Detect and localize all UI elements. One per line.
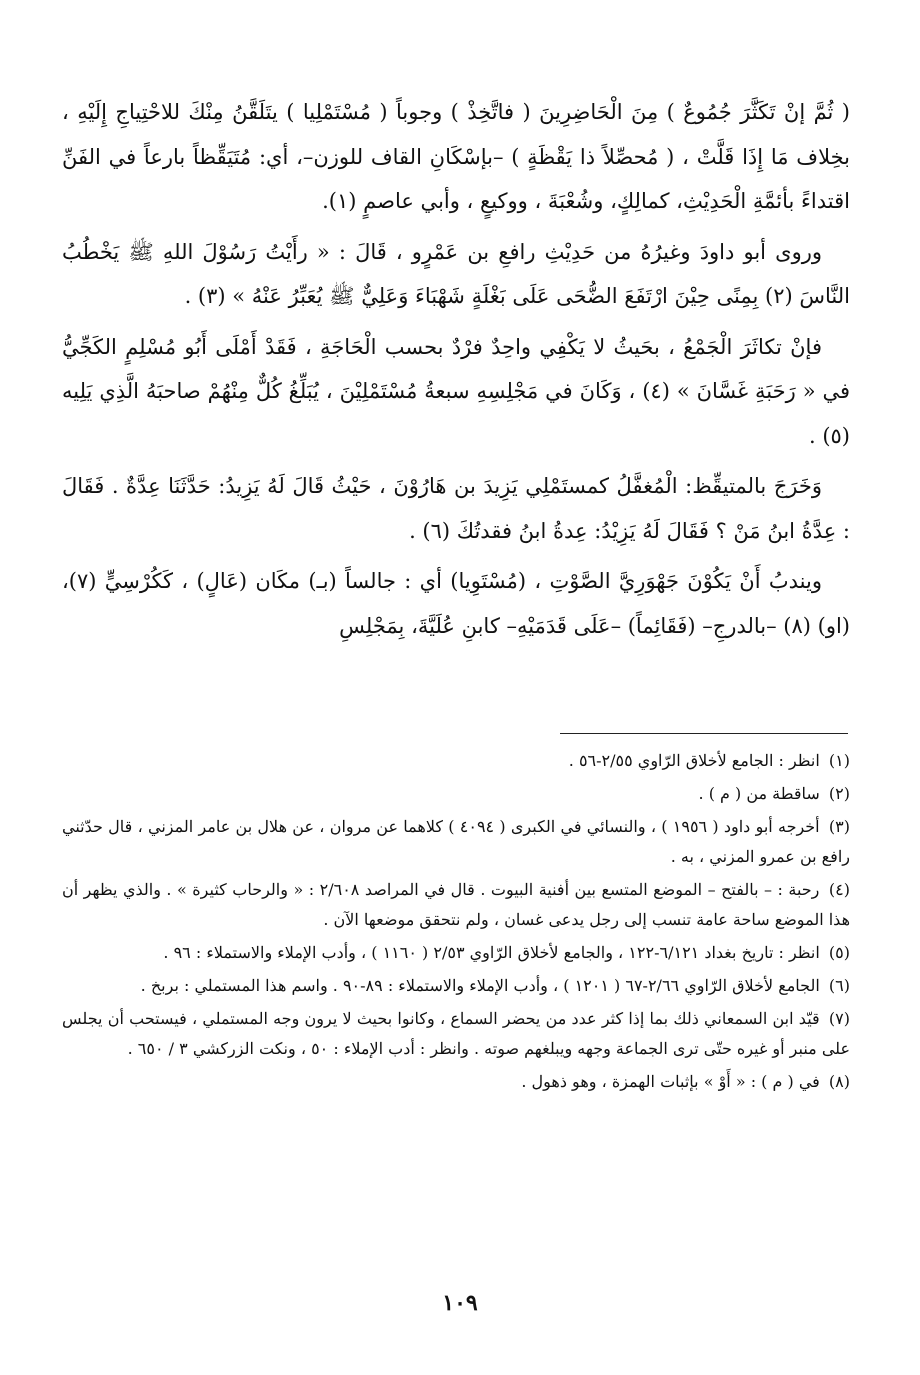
footnote-text: رحبة : – بالفتح – الموضع المتسع بين أفنية البيوت . قال في المراصد ٢/٦٠٨ : « والرحاب كثيرة » . والذي يظهر أن هذا الموضع ساحة عامة تنسب إلى رجل يدعى غسان ، ولم نتحقق موضعها الآن . xyxy=(62,880,850,929)
footnote xyxy=(62,779,850,809)
footnote-number: (٢) xyxy=(828,784,850,803)
footnote-text: ساقطة من ( م ) . xyxy=(698,784,820,803)
footnote xyxy=(62,812,850,872)
footnote-number: (٥) xyxy=(828,943,850,962)
footnote-number: (١) xyxy=(828,751,850,770)
main-text xyxy=(62,90,850,654)
footnote-text: أخرجه أبو داود ( ١٩٥٦ ) ، والنسائي في الكبرى ( ٤٠٩٤ ) كلاهما عن مروان ، عن هلال بن عامر المزني ، قال حدّثني رافع بن عمرو المزني ، به . xyxy=(62,817,850,866)
footnote-number: (٦) xyxy=(828,976,850,995)
footnote-number: (٤) xyxy=(828,880,850,899)
paragraph: وَخَرَجَ بالمتيقِّظ: الْمُغفَّلُ كمستَمْلِي يَزِيدَ بن هَارُوْنَ ، حَيْثُ قَالَ لَهُ يَزِيدُ: حَدَّثَنَا عِدَّةٌ . فَقَالَ : عِدَّةُ ابنُ مَنْ ؟ فَقَالَ لَهُ يَزِيْدُ: عِدةُ ابنُ فقدتُكَ (٦) . xyxy=(62,474,850,543)
footnote xyxy=(62,938,850,968)
paragraph: ( ثُمَّ إنْ تَكَثَّرَ جُمُوعٌ ) مِنَ الْحَاضِرِينَ ( فاتَّخِذْ ) وجوباً ( مُسْتَمْلِيا ) يتَلَقَّنُ مِنْكَ للاحْتِياجِ إِلَيْهِ ، بخِلاف مَا إِذَا قَلَّتْ ، ( مُحصِّلاً ذا يَقْظَةٍ ) –بإسْكَانِ القاف للوزن–، أي: مُتَيَقِّظاً بارعاً في الفَنِّ اقتداءً بأئمَّةِ الْحَدِيْثِ، كمالِكٍ، وشُعْبَةَ ، ووكيعٍ ، وأبي عاصمٍ (١). xyxy=(62,100,850,213)
footnote-separator xyxy=(560,733,848,734)
paragraph: ويندبُ أَنْ يَكُوْنَ جَهْوَرِيَّ الصَّوْتِ ، (مُسْتَوِيا) أي : جالساً (بـ) مكَان (عَالٍ) ، كَكُرْسِيٍّ (٧)، (او) (٨) –بالدرجِ– (فَقَائِماً) –عَلَى قَدَمَيْهِ– كابنِ عُلَيَّةَ، بِمَجْلِسِ xyxy=(62,569,850,638)
footnote xyxy=(62,971,850,1001)
footnote-text: انظر : تاريخ بغداد ٦/١٢١-١٢٢ ، والجامع لأخلاق الرّاوي ٢/٥٣ ( ١١٦٠ ) ، وأدب الإملاء والاستملاء : ٩٦ . xyxy=(163,943,820,962)
footnote xyxy=(62,1004,850,1064)
footnote-text: الجامع لأخلاق الرّاوي ٢/٦٦-٦٧ ( ١٢٠١ ) ، وأدب الإملاء والاستملاء : ٨٩-٩٠ . واسم هذا المستملي : بربخ . xyxy=(140,976,820,995)
footnote-text: قيّد ابن السمعاني ذلك بما إذا كثر عدد من يحضر السماع ، وكانوا بحيث لا يرون وجه المستملي ، فيستحب أن يجلس على منبر أو غيره حتّى ترى الجماعة وجهه ويبلغهم صوته . وانظر : أدب الإملاء : ٥٠ ، ونكت الزركشي ٣ / ٦٥٠ . xyxy=(62,1009,850,1058)
footnote-number: (٨) xyxy=(828,1072,850,1091)
footnote-number: (٣) xyxy=(828,817,850,836)
paragraph: فإنْ تكاثَرَ الْجَمْعُ ، بحَيثُ لا يَكْفِي واحِدٌ فرْدٌ بحسب الْحَاجَةِ ، فَقَدْ أَمْلَى أَبُو مُسْلِمٍ الكَجِّيُّ في « رَحَبَةِ غَسَّانَ » (٤) ، وَكَانَ في مَجْلِسِهِ سبعةُ مُسْتَمْلِيْنَ ، يُبَلِّغُ كُلٌّ مِنْهُمْ صاحبَهُ الَّذِي يَلِيه (٥) . xyxy=(62,334,851,448)
footnote-text: انظر : الجامع لأخلاق الرّاوي ٢/٥٥-٥٦ . xyxy=(568,751,820,770)
footnote xyxy=(62,746,850,776)
paragraph: وروى أبو داودَ وغيرُهُ من حَدِيْثِ رافعِ بن عَمْرٍو ، قَالَ : « رأَيْتُ رَسُوْلَ اللهِ ﷺ يَخْطُبُ النَّاسَ (٢) بِمِنًى حِيْنَ ارْتَفَعَ الضُّحَى عَلَى بَغْلَةٍ شَهْبَاءَ وَعَلِيٌّ ﷺ يُعَبِّرُ عَنْهُ » (٣) . xyxy=(62,239,850,308)
footnote xyxy=(62,875,850,935)
page-number: ١٠٩ xyxy=(442,1290,478,1316)
footnote xyxy=(62,1067,850,1097)
footnotes xyxy=(62,746,850,1100)
footnote-text: في ( م ) : « أَوْ » بإثبات الهمزة ، وهو ذهول . xyxy=(521,1072,820,1091)
footnote-number: (٧) xyxy=(828,1009,851,1028)
